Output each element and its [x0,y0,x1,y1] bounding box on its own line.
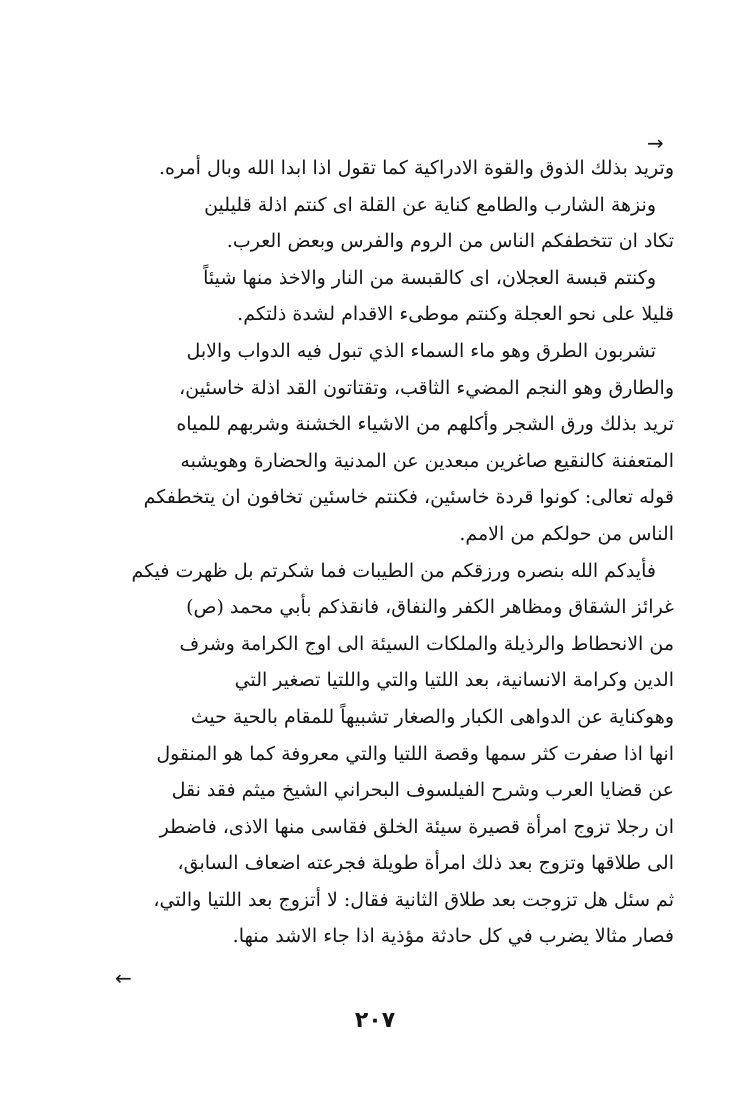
text-line: قوله تعالى: كونوا قردة خاسئين، فكنتم خاسئين تخافون ان يتخطفكم [143,486,674,509]
text-line: وتريد بذلك الذوق والقوة الادراكية كما تقول اذا ابدا الله وبال أمره. [159,157,674,179]
text-line: تكاد ان تتخطفكم الناس من الروم والفرس وبعض العرب. [226,230,674,253]
text-line: من الانحطاط والرذيلة والملكات السيئة الى اوج الكرامة وشرف [179,632,674,655]
text-line: الناس من حولكم من الامم. [459,522,674,545]
text-line: فصار مثالا يضرب في كل حادثة مؤذية اذا جاء الاشد منها. [232,925,674,948]
text-line: وهوكناية عن الدواهى الكبار والصغار تشبيهاً للمقام بالحية حيث [190,705,674,728]
text-line: وكنتم قبسة العجلان، اى كالقبسة من النار والاخذ منها شيئاً [203,266,656,289]
text-line: المتعفنة كالنقيع صاغرين مبعدين عن المدنية والحضارة وهويشبه [180,449,674,472]
right-arrow-icon: → [647,131,664,155]
text-line: انها اذا صفرت كثر سمها وقصة اللتيا والتي معروفة كما هو المنقول [156,742,674,765]
text-line: ان رجلا تزوج امرأة قصيرة سيئة الخلق فقاسى منها الاذى، فاضطر [159,815,674,838]
text-line: الى طلاقها وتزوج بعد ذلك امرأة طويلة فجرعته اضعاف السابق، [177,852,674,875]
text-line: غرائز الشقاق ومظاهر الكفر والنفاق، فانقذكم بأبي محمد (ص) [186,596,674,619]
text-line: عن قضايا العرب وشرح الفيلسوف البحراني الشيخ ميثم فقد نقل [171,779,674,802]
text-line: تريد بذلك ورق الشجر وأكلهم من الاشياء الخشنة وشربهم للمياه [176,413,674,436]
text-line: تشربون الطرق وهو ماء السماء الذي تبول فيه الدواب والابل [186,339,656,362]
left-arrow-icon: ← [115,966,132,990]
text-line: والطارق وهو النجم المضيء الثاقب، وتقتاتون القد اذلة خاسئين، [179,376,674,399]
text-line: قليلا على نحو العجلة وكنتم موطىء الاقدام لشدة ذلتكم. [237,303,674,326]
page-number: ٢٠٧ [354,1008,396,1033]
text-line: ونزهة الشارب والطامع كناية عن القلة اى كنتم اذلة قليلين [204,193,656,216]
body-text [108,150,674,955]
text-line: ثم سئل هل تزوجت بعد طلاق الثانية فقال: لا أتزوج بعد اللتيا والتي، [153,888,674,911]
text-line: الدين وكرامة الانسانية، بعد اللتيا والتي واللتيا تصغير التي [234,669,674,692]
text-line: فأيدكم الله بنصره ورزقكم من الطيبات فما شكرتم بل ظهرت فيكم [131,559,656,582]
